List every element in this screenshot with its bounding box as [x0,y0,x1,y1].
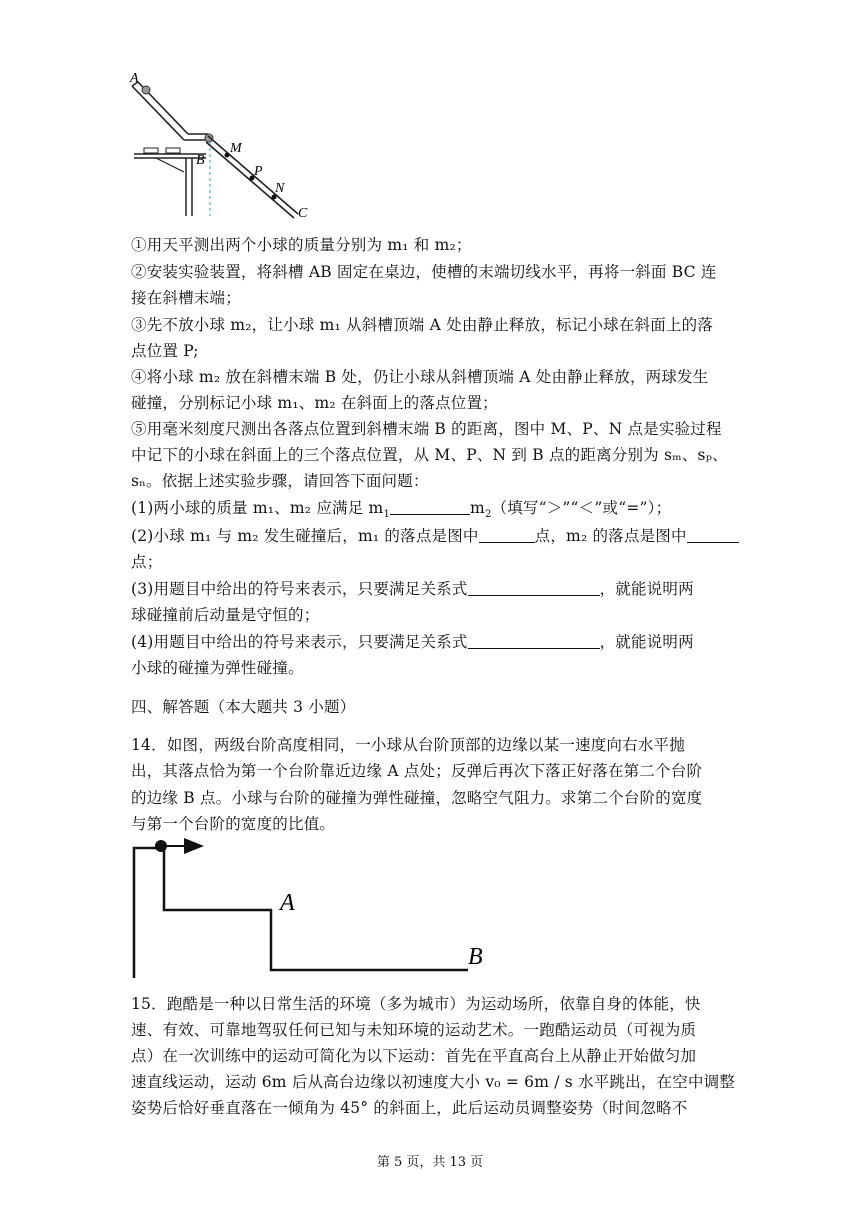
step-2-cont: 接在斜槽末端； [131,289,241,307]
q14-line-2: 出，其落点恰为第一个台阶靠近边缘 A 点处；反弹后再次下落正好落在第二个台阶 [131,762,703,780]
q15-line-1: 15．跑酷是一种以日常生活的环境（多为城市）为运动场所，依靠自身的体能，快 [131,995,701,1013]
q14-line-1: 14．如图，两级台阶高度相同，一小球从台阶顶部的边缘以某一速度向右水平抛 [131,736,685,754]
q15-line-5: 姿势后恰好垂直落在一倾角为 45° 的斜面上，此后运动员调整姿势（时间忽略不 [131,1099,688,1117]
question-4: (4)用题目中给出的符号来表示，只要满足关系式 ，就能说明两 [131,633,694,651]
figure-steps [128,836,498,981]
answer-blank-3[interactable] [468,581,600,596]
step-5-cont: 中记下的小球在斜面上的三个落点位置，从 M、P、N 到 B 点的距离分别为 sₘ、sₚ、 [131,446,728,464]
step-label-B: B [468,944,483,970]
question-3-cont: 球碰撞前后动量是守恒的； [131,606,320,624]
page-footer: 第 5 页，共 13 页 [376,1155,484,1170]
step-4-cont: 碰撞，分别标记小球 m₁、m₂ 在斜面上的落点位置； [131,394,498,412]
section-title: 四、解答题（本大题共 3 小题） [131,698,356,716]
figure-incline-apparatus [126,72,326,222]
question-2: (2)小球 m₁ 与 m₂ 发生碰撞后，m₁ 的落点是图中 点，m₂ 的落点是图中 [131,524,739,546]
label-N: N [275,181,285,196]
step-5: ⑤用毫米刻度尺测出各落点位置到斜槽末端 B 的距离，图中 M、P、N 点是实验过程 [131,420,722,438]
step-4: ④将小球 m₂ 放在斜槽末端 B 处，仍让小球从斜槽顶端 A 处由静止释放，两球发生 [131,368,709,386]
answer-blank-2a[interactable] [479,528,535,543]
question-3: (3)用题目中给出的符号来表示，只要满足关系式 ，就能说明两 [131,580,694,598]
question-4-cont: 小球的碰撞为弹性碰撞。 [131,659,304,677]
question-2-cont: 点； [131,553,163,571]
answer-blank-2b[interactable] [687,528,739,543]
label-P: P [254,164,263,179]
label-B: B [196,153,205,168]
question-1: (1)两小球的质量 m₁、m₂ 应满足 $m_1$ $m_2$（填写“＞”“＜”或“=”）； [131,499,672,521]
q15-line-4: 速直线运动，运动 6m 后从高台边缘以初速度大小 v₀ = 6m / s 水平跳出，在空中调整 [131,1073,736,1091]
step-3-cont: 点位置 P; [131,342,199,360]
q15-line-2: 速、有效、可靠地驾驭任何已知与未知环境的运动艺术。一跑酷运动员（可视为质 [131,1021,697,1039]
label-M: M [230,141,242,156]
step-label-A: A [280,890,295,916]
step-1: ①用天平测出两个小球的质量分别为 m₁ 和 m₂； [131,236,472,254]
answer-blank-1[interactable] [390,500,470,515]
step-2: ②安装实验装置，将斜槽 AB 固定在桌边，使槽的末端切线水平，再将一斜面 BC 连 [131,263,717,281]
q15-line-3: 点）在一次训练中的运动可简化为以下运动：首先在平直高台上从静止开始做匀加 [131,1047,697,1065]
q14-line-4: 与第一个台阶的宽度的比值。 [131,815,336,833]
q14-line-3: 的边缘 B 点。小球与台阶的碰撞为弹性碰撞，忽略空气阻力。求第二个台阶的宽度 [131,789,703,807]
label-A: A [130,72,139,86]
step-3: ③先不放小球 m₂，让小球 m₁ 从斜槽顶端 A 处由静止释放，标记小球在斜面上的落 [131,316,714,334]
label-C: C [298,206,308,221]
answer-blank-4[interactable] [468,634,600,649]
step-5-end: sₙ。依据上述实验步骤，请回答下面问题： [131,472,429,490]
